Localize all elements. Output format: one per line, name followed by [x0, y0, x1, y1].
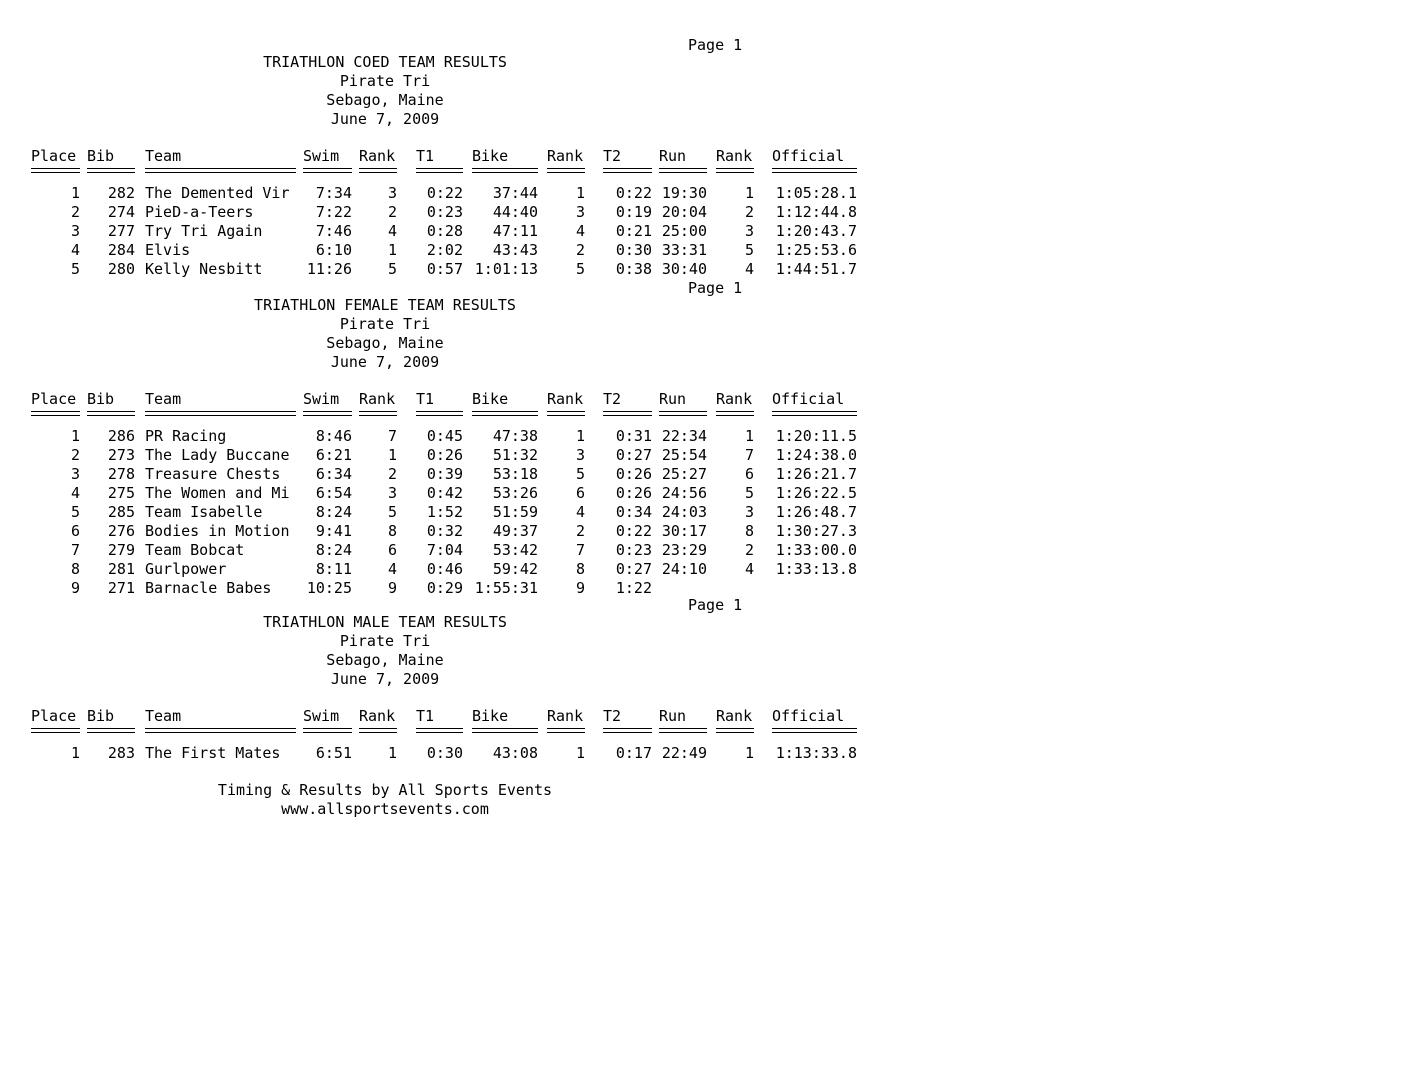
cell-place: 8: [70, 560, 80, 578]
header-rule: [145, 411, 296, 416]
column-header-bike: Bike: [472, 147, 509, 165]
page-label: Page 1: [688, 279, 743, 297]
cell-bike: 53:18: [492, 465, 538, 483]
cell-team: The Demented Vir: [145, 184, 290, 202]
cell-place: 6: [70, 522, 80, 540]
section-title: TRIATHLON COED TEAM RESULTS: [263, 53, 507, 71]
cell-swim: 9:41: [315, 522, 352, 540]
page-label: Page 1: [688, 36, 743, 54]
cell-official: 1:24:38.0: [775, 446, 857, 464]
cell-bike: 51:59: [492, 503, 538, 521]
cell-bike-rank: 8: [575, 560, 585, 578]
header-rule: [359, 411, 397, 416]
column-header-run-rank: Rank: [716, 147, 753, 165]
column-header-official: Official: [772, 390, 845, 408]
cell-team: Barnacle Babes: [145, 579, 272, 597]
cell-run: 22:34: [661, 427, 707, 445]
cell-swim: 7:46: [315, 222, 352, 240]
header-rule: [87, 411, 135, 416]
column-header-team: Team: [145, 390, 182, 408]
cell-swim-rank: 2: [387, 203, 397, 221]
cell-t1: 0:23: [426, 203, 463, 221]
cell-swim: 6:54: [315, 484, 352, 502]
cell-bib: 279: [107, 541, 135, 559]
cell-official: 1:44:51.7: [775, 260, 857, 278]
cell-bike: 44:40: [492, 203, 538, 221]
cell-swim-rank: 9: [387, 579, 397, 597]
cell-place: 2: [70, 203, 80, 221]
cell-bike: 43:08: [492, 744, 538, 762]
cell-bib: 274: [107, 203, 135, 221]
column-header-swim-rank: Rank: [359, 390, 396, 408]
header-rule: [31, 168, 80, 173]
cell-place: 1: [70, 427, 80, 445]
column-header-run-rank: Rank: [716, 707, 753, 725]
cell-swim-rank: 1: [387, 744, 397, 762]
header-rule: [31, 728, 80, 733]
column-header-bib: Bib: [87, 390, 115, 408]
header-rule: [547, 728, 585, 733]
cell-swim: 10:25: [306, 579, 352, 597]
cell-team: Treasure Chests: [145, 465, 281, 483]
cell-t2: 0:30: [615, 241, 652, 259]
cell-swim: 11:26: [306, 260, 352, 278]
column-header-swim: Swim: [303, 147, 340, 165]
cell-run: 25:54: [661, 446, 707, 464]
section-event: Pirate Tri: [339, 72, 431, 90]
header-rule: [303, 411, 352, 416]
cell-swim: 6:10: [315, 241, 352, 259]
cell-t1: 0:45: [426, 427, 463, 445]
cell-t1: 0:28: [426, 222, 463, 240]
cell-t2: 0:27: [615, 446, 652, 464]
footer-url: www.allsportsevents.com: [281, 800, 489, 818]
cell-run-rank: 4: [744, 260, 754, 278]
cell-team: Kelly Nesbitt: [145, 260, 263, 278]
cell-official: 1:26:21.7: [775, 465, 857, 483]
cell-run: 25:27: [661, 465, 707, 483]
header-rule: [659, 168, 707, 173]
cell-bib: 271: [107, 579, 135, 597]
cell-bib: 286: [107, 427, 135, 445]
column-header-run: Run: [659, 707, 687, 725]
cell-bib: 284: [107, 241, 135, 259]
cell-run: 20:04: [661, 203, 707, 221]
cell-bib: 275: [107, 484, 135, 502]
column-header-run: Run: [659, 390, 687, 408]
cell-official: 1:13:33.8: [775, 744, 857, 762]
column-header-t2: T2: [603, 147, 622, 165]
cell-run-rank: 5: [744, 241, 754, 259]
cell-bike: 37:44: [492, 184, 538, 202]
header-rule: [416, 411, 463, 416]
cell-swim: 7:34: [315, 184, 352, 202]
cell-run-rank: 3: [744, 503, 754, 521]
section-event: Pirate Tri: [339, 632, 431, 650]
cell-official: 1:20:43.7: [775, 222, 857, 240]
cell-run: 22:49: [661, 744, 707, 762]
cell-t2: 0:31: [615, 427, 652, 445]
cell-swim: 7:22: [315, 203, 352, 221]
cell-run-rank: 6: [744, 465, 754, 483]
column-header-place: Place: [31, 147, 77, 165]
cell-swim: 8:46: [315, 427, 352, 445]
header-rule: [145, 728, 296, 733]
cell-swim-rank: 7: [387, 427, 397, 445]
cell-swim-rank: 3: [387, 184, 397, 202]
cell-place: 7: [70, 541, 80, 559]
header-rule: [303, 168, 352, 173]
cell-t2: 0:38: [615, 260, 652, 278]
cell-bib: 281: [107, 560, 135, 578]
cell-place: 9: [70, 579, 80, 597]
cell-bike: 51:32: [492, 446, 538, 464]
column-header-t1: T1: [416, 707, 435, 725]
cell-run-rank: 2: [744, 541, 754, 559]
cell-team: Gurlpower: [145, 560, 227, 578]
header-rule: [716, 168, 754, 173]
cell-swim-rank: 8: [387, 522, 397, 540]
header-rule: [603, 728, 652, 733]
cell-team: The Lady Buccane: [145, 446, 290, 464]
cell-bike-rank: 3: [575, 203, 585, 221]
cell-swim-rank: 2: [387, 465, 397, 483]
cell-bib: 285: [107, 503, 135, 521]
cell-bike-rank: 7: [575, 541, 585, 559]
cell-run: 23:29: [661, 541, 707, 559]
cell-bike-rank: 4: [575, 503, 585, 521]
column-header-t1: T1: [416, 390, 435, 408]
section-location: Sebago, Maine: [326, 334, 444, 352]
cell-run-rank: 1: [744, 744, 754, 762]
cell-swim-rank: 1: [387, 446, 397, 464]
cell-t2: 0:26: [615, 465, 652, 483]
column-header-bike: Bike: [472, 707, 509, 725]
cell-place: 5: [70, 503, 80, 521]
cell-t2: 0:23: [615, 541, 652, 559]
column-header-bib: Bib: [87, 147, 115, 165]
cell-swim-rank: 4: [387, 222, 397, 240]
column-header-place: Place: [31, 390, 77, 408]
cell-t2: 0:21: [615, 222, 652, 240]
header-rule: [772, 728, 857, 733]
cell-bib: 278: [107, 465, 135, 483]
cell-t2: 0:27: [615, 560, 652, 578]
cell-team: Bodies in Motion: [145, 522, 290, 540]
cell-t1: 0:22: [426, 184, 463, 202]
column-header-t2: T2: [603, 707, 622, 725]
section-title: TRIATHLON MALE TEAM RESULTS: [263, 613, 507, 631]
cell-t2: 0:17: [615, 744, 652, 762]
section-date: June 7, 2009: [330, 110, 440, 128]
cell-official: 1:33:00.0: [775, 541, 857, 559]
cell-bike-rank: 1: [575, 744, 585, 762]
cell-place: 3: [70, 465, 80, 483]
header-rule: [547, 411, 585, 416]
cell-swim-rank: 3: [387, 484, 397, 502]
cell-place: 5: [70, 260, 80, 278]
column-header-swim: Swim: [303, 390, 340, 408]
cell-t2: 1:22: [615, 579, 652, 597]
cell-t2: 0:26: [615, 484, 652, 502]
cell-bike-rank: 2: [575, 241, 585, 259]
cell-bike: 1:55:31: [474, 579, 538, 597]
column-header-t2: T2: [603, 390, 622, 408]
cell-swim: 8:24: [315, 503, 352, 521]
cell-place: 2: [70, 446, 80, 464]
header-rule: [547, 168, 585, 173]
cell-t1: 0:26: [426, 446, 463, 464]
cell-swim-rank: 5: [387, 260, 397, 278]
column-header-bike-rank: Rank: [547, 147, 584, 165]
cell-team: Team Isabelle: [145, 503, 263, 521]
cell-bike-rank: 1: [575, 184, 585, 202]
cell-bib: 283: [107, 744, 135, 762]
column-header-team: Team: [145, 707, 182, 725]
cell-t2: 0:19: [615, 203, 652, 221]
cell-bike-rank: 5: [575, 260, 585, 278]
header-rule: [416, 168, 463, 173]
cell-t1: 0:46: [426, 560, 463, 578]
cell-bike-rank: 1: [575, 427, 585, 445]
column-header-swim: Swim: [303, 707, 340, 725]
column-header-run-rank: Rank: [716, 390, 753, 408]
cell-t1: 0:39: [426, 465, 463, 483]
cell-swim-rank: 5: [387, 503, 397, 521]
cell-place: 3: [70, 222, 80, 240]
footer-credit: Timing & Results by All Sports Events: [217, 781, 553, 799]
header-rule: [472, 728, 538, 733]
column-header-run: Run: [659, 147, 687, 165]
header-rule: [772, 411, 857, 416]
cell-team: The Women and Mi: [145, 484, 290, 502]
cell-bike-rank: 3: [575, 446, 585, 464]
cell-t1: 1:52: [426, 503, 463, 521]
cell-place: 4: [70, 241, 80, 259]
cell-t1: 0:57: [426, 260, 463, 278]
column-header-bike-rank: Rank: [547, 390, 584, 408]
header-rule: [416, 728, 463, 733]
column-header-swim-rank: Rank: [359, 707, 396, 725]
column-header-official: Official: [772, 147, 845, 165]
cell-t1: 0:42: [426, 484, 463, 502]
cell-official: 1:30:27.3: [775, 522, 857, 540]
cell-team: PR Racing: [145, 427, 227, 445]
cell-run-rank: 1: [744, 427, 754, 445]
section-date: June 7, 2009: [330, 670, 440, 688]
header-rule: [359, 168, 397, 173]
cell-team: Elvis: [145, 241, 191, 259]
column-header-swim-rank: Rank: [359, 147, 396, 165]
cell-t1: 7:04: [426, 541, 463, 559]
header-rule: [772, 168, 857, 173]
header-rule: [359, 728, 397, 733]
column-header-team: Team: [145, 147, 182, 165]
cell-swim: 8:11: [315, 560, 352, 578]
cell-run: 19:30: [661, 184, 707, 202]
cell-bike: 47:11: [492, 222, 538, 240]
cell-bike: 53:26: [492, 484, 538, 502]
header-rule: [716, 411, 754, 416]
header-rule: [472, 411, 538, 416]
header-rule: [87, 728, 135, 733]
cell-team: Team Bobcat: [145, 541, 245, 559]
column-header-bike-rank: Rank: [547, 707, 584, 725]
cell-official: 1:26:48.7: [775, 503, 857, 521]
section-location: Sebago, Maine: [326, 651, 444, 669]
section-event: Pirate Tri: [339, 315, 431, 333]
section-location: Sebago, Maine: [326, 91, 444, 109]
cell-swim-rank: 1: [387, 241, 397, 259]
cell-run-rank: 7: [744, 446, 754, 464]
header-rule: [31, 411, 80, 416]
cell-official: 1:33:13.8: [775, 560, 857, 578]
header-rule: [659, 411, 707, 416]
cell-swim: 6:34: [315, 465, 352, 483]
cell-official: 1:26:22.5: [775, 484, 857, 502]
cell-bib: 273: [107, 446, 135, 464]
cell-team: PieD-a-Teers: [145, 203, 254, 221]
cell-t1: 2:02: [426, 241, 463, 259]
cell-bike: 43:43: [492, 241, 538, 259]
cell-team: Try Tri Again: [145, 222, 263, 240]
cell-swim: 8:24: [315, 541, 352, 559]
column-header-official: Official: [772, 707, 845, 725]
cell-official: 1:25:53.6: [775, 241, 857, 259]
cell-run: 33:31: [661, 241, 707, 259]
column-header-bike: Bike: [472, 390, 509, 408]
cell-bike: 47:38: [492, 427, 538, 445]
cell-official: 1:05:28.1: [775, 184, 857, 202]
cell-bike: 1:01:13: [474, 260, 538, 278]
section-title: TRIATHLON FEMALE TEAM RESULTS: [254, 296, 516, 314]
cell-run-rank: 2: [744, 203, 754, 221]
cell-run: 24:56: [661, 484, 707, 502]
header-rule: [603, 168, 652, 173]
cell-bike: 49:37: [492, 522, 538, 540]
cell-bib: 276: [107, 522, 135, 540]
column-header-t1: T1: [416, 147, 435, 165]
cell-run-rank: 1: [744, 184, 754, 202]
cell-swim: 6:21: [315, 446, 352, 464]
cell-t1: 0:32: [426, 522, 463, 540]
cell-bib: 282: [107, 184, 135, 202]
cell-run-rank: 4: [744, 560, 754, 578]
cell-run: 30:40: [661, 260, 707, 278]
cell-t1: 0:30: [426, 744, 463, 762]
header-rule: [659, 728, 707, 733]
column-header-place: Place: [31, 707, 77, 725]
cell-official: 1:20:11.5: [775, 427, 857, 445]
header-rule: [472, 168, 538, 173]
header-rule: [303, 728, 352, 733]
cell-bike-rank: 4: [575, 222, 585, 240]
cell-bike: 53:42: [492, 541, 538, 559]
cell-t2: 0:34: [615, 503, 652, 521]
cell-bike: 59:42: [492, 560, 538, 578]
cell-bike-rank: 9: [575, 579, 585, 597]
cell-bike-rank: 6: [575, 484, 585, 502]
cell-run-rank: 3: [744, 222, 754, 240]
cell-bib: 277: [107, 222, 135, 240]
cell-place: 1: [70, 744, 80, 762]
cell-run: 25:00: [661, 222, 707, 240]
cell-run: 24:03: [661, 503, 707, 521]
cell-place: 1: [70, 184, 80, 202]
cell-run-rank: 5: [744, 484, 754, 502]
cell-bike-rank: 2: [575, 522, 585, 540]
header-rule: [603, 411, 652, 416]
column-header-bib: Bib: [87, 707, 115, 725]
header-rule: [87, 168, 135, 173]
cell-swim-rank: 4: [387, 560, 397, 578]
cell-t2: 0:22: [615, 522, 652, 540]
cell-place: 4: [70, 484, 80, 502]
cell-official: 1:12:44.8: [775, 203, 857, 221]
cell-run: 24:10: [661, 560, 707, 578]
header-rule: [716, 728, 754, 733]
cell-bib: 280: [107, 260, 135, 278]
header-rule: [145, 168, 296, 173]
cell-t2: 0:22: [615, 184, 652, 202]
cell-team: The First Mates: [145, 744, 281, 762]
cell-bike-rank: 5: [575, 465, 585, 483]
section-date: June 7, 2009: [330, 353, 440, 371]
cell-swim-rank: 6: [387, 541, 397, 559]
cell-run-rank: 8: [744, 522, 754, 540]
cell-t1: 0:29: [426, 579, 463, 597]
page-label: Page 1: [688, 596, 743, 614]
cell-swim: 6:51: [315, 744, 352, 762]
cell-run: 30:17: [661, 522, 707, 540]
